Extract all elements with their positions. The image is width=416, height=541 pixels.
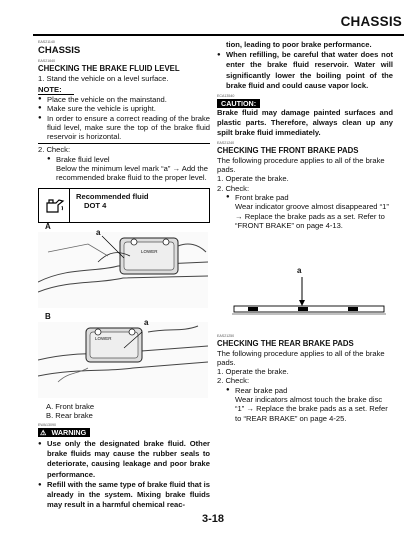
lower-mark-label: LOWER <box>95 336 112 341</box>
figure-a-callout: a <box>96 228 101 237</box>
warning-triangle-icon: ⚠ <box>40 428 47 437</box>
rear-check-detail: Wear indicators almost touch the brake disc “1” → Replace the brake pads as a set. Refer to “REAR BRAKE” on page 4-25. <box>235 394 388 423</box>
caution-code: ECA13540 <box>217 94 235 99</box>
page-header-title: CHASSIS <box>340 14 402 29</box>
left-column <box>38 40 210 227</box>
oil-can-icon <box>39 189 70 222</box>
caption-b: B. Rear brake <box>46 411 93 421</box>
front-brake-reservoir-illustration <box>38 222 208 308</box>
step-1: 1. Stand the vehicle on a level surface. <box>38 73 169 83</box>
figure-front-brake <box>38 222 208 308</box>
subsection-title-rear-pads: CHECKING THE REAR BRAKE PADS <box>217 339 354 348</box>
warning-item: ● Refill with the same type of brake fluid that is already in the system. Mixing brake fluids may result in a harmful chemical reac- <box>38 480 210 511</box>
page-number: 3-18 <box>202 513 225 525</box>
rear-intro: The following procedure applies to all of the brake pads. <box>217 348 385 367</box>
note-end-rule <box>38 143 210 144</box>
front-step-1: 1. Operate the brake. <box>217 174 289 184</box>
note-item: ● Make sure the vehicle is upright. <box>38 104 210 113</box>
section-title: CHASSIS <box>38 45 81 56</box>
section-code: EAS21140 <box>38 40 55 44</box>
subsection-code: EAS21640 <box>38 59 56 63</box>
step-2: 2. Check: <box>38 145 71 155</box>
recommended-fluid-box <box>38 188 210 223</box>
front-intro: The following procedure applies to all of the brake pads. <box>217 155 385 175</box>
check-detail: Below the minimum level mark “a” → Add the recommended brake fluid to the proper level. <box>56 163 208 183</box>
subsection-title-front-pads: CHECKING THE FRONT BRAKE PADS <box>217 146 359 156</box>
brake-pad-illustration <box>224 264 392 320</box>
figure-b-label: B <box>45 312 51 321</box>
figure-b-callout: a <box>144 318 149 327</box>
front-check-detail: Wear indicator groove almost disappeared “1” → Replace the brake pads as a set. Refer to “FRONT BRAKE” on page 4-13. <box>235 202 389 230</box>
recommended-fluid-title: Recommended fluid <box>76 191 149 201</box>
brake-pad-wear-diagram <box>224 264 392 320</box>
pad-diagram-callout: a <box>297 266 302 275</box>
warning-code: EWA13090 <box>38 423 57 427</box>
rear-step-2: 2. Check: <box>217 376 250 386</box>
front-check-item: ● Front brake pad <box>226 193 393 202</box>
subsection-code: EAS21250 <box>217 334 235 338</box>
check-item: ● Brake fluid level <box>47 155 210 164</box>
caution-label: CAUTION: <box>217 99 260 108</box>
note-item: ● Place the vehicle on the mainstand. <box>38 95 210 104</box>
caution-text: Brake fluid may damage painted surfaces and plastic parts. Therefore, always clean up any spilt brake fluid immediately. <box>217 108 393 138</box>
subsection-title-fluid: CHECKING THE BRAKE FLUID LEVEL <box>38 64 180 73</box>
warning-item: ● Use only the designated brake fluid. Other brake fluids may cause the rubber seals to deteriorate, causing leakage and poor brake performance. <box>38 439 210 480</box>
lower-mark-label: LOWER <box>141 249 158 254</box>
figure-a-label: A <box>45 222 51 231</box>
figure-rear-brake <box>38 312 208 398</box>
right-column <box>217 40 393 230</box>
subsection-code: EAS21240 <box>217 141 235 146</box>
rear-check-item: ● Rear brake pad <box>226 386 393 395</box>
note-item: ● In order to ensure a correct reading of the brake fluid level, make sure the top of the brake fluid reservoir is horizontal. <box>38 114 210 142</box>
caption-a: A. Front brake <box>46 402 95 411</box>
rear-step-1: 1. Operate the brake. <box>217 367 289 377</box>
front-step-2: 2. Check: <box>217 183 250 193</box>
header-rule <box>33 34 404 36</box>
warning-header <box>38 428 210 437</box>
recommended-fluid-value: DOT 4 <box>84 200 107 210</box>
warning-item: ● When refilling, be careful that water does not enter the brake fluid reservoir. Water will significantly lower the boiling point of the brake fluid and could cause vapor lock. <box>217 50 393 91</box>
note-label: NOTE: <box>38 85 74 95</box>
rear-brake-reservoir-illustration <box>38 312 208 398</box>
warning-continuation: tion, leading to poor brake performance. <box>226 40 372 49</box>
warning-label: WARNING <box>48 428 90 437</box>
